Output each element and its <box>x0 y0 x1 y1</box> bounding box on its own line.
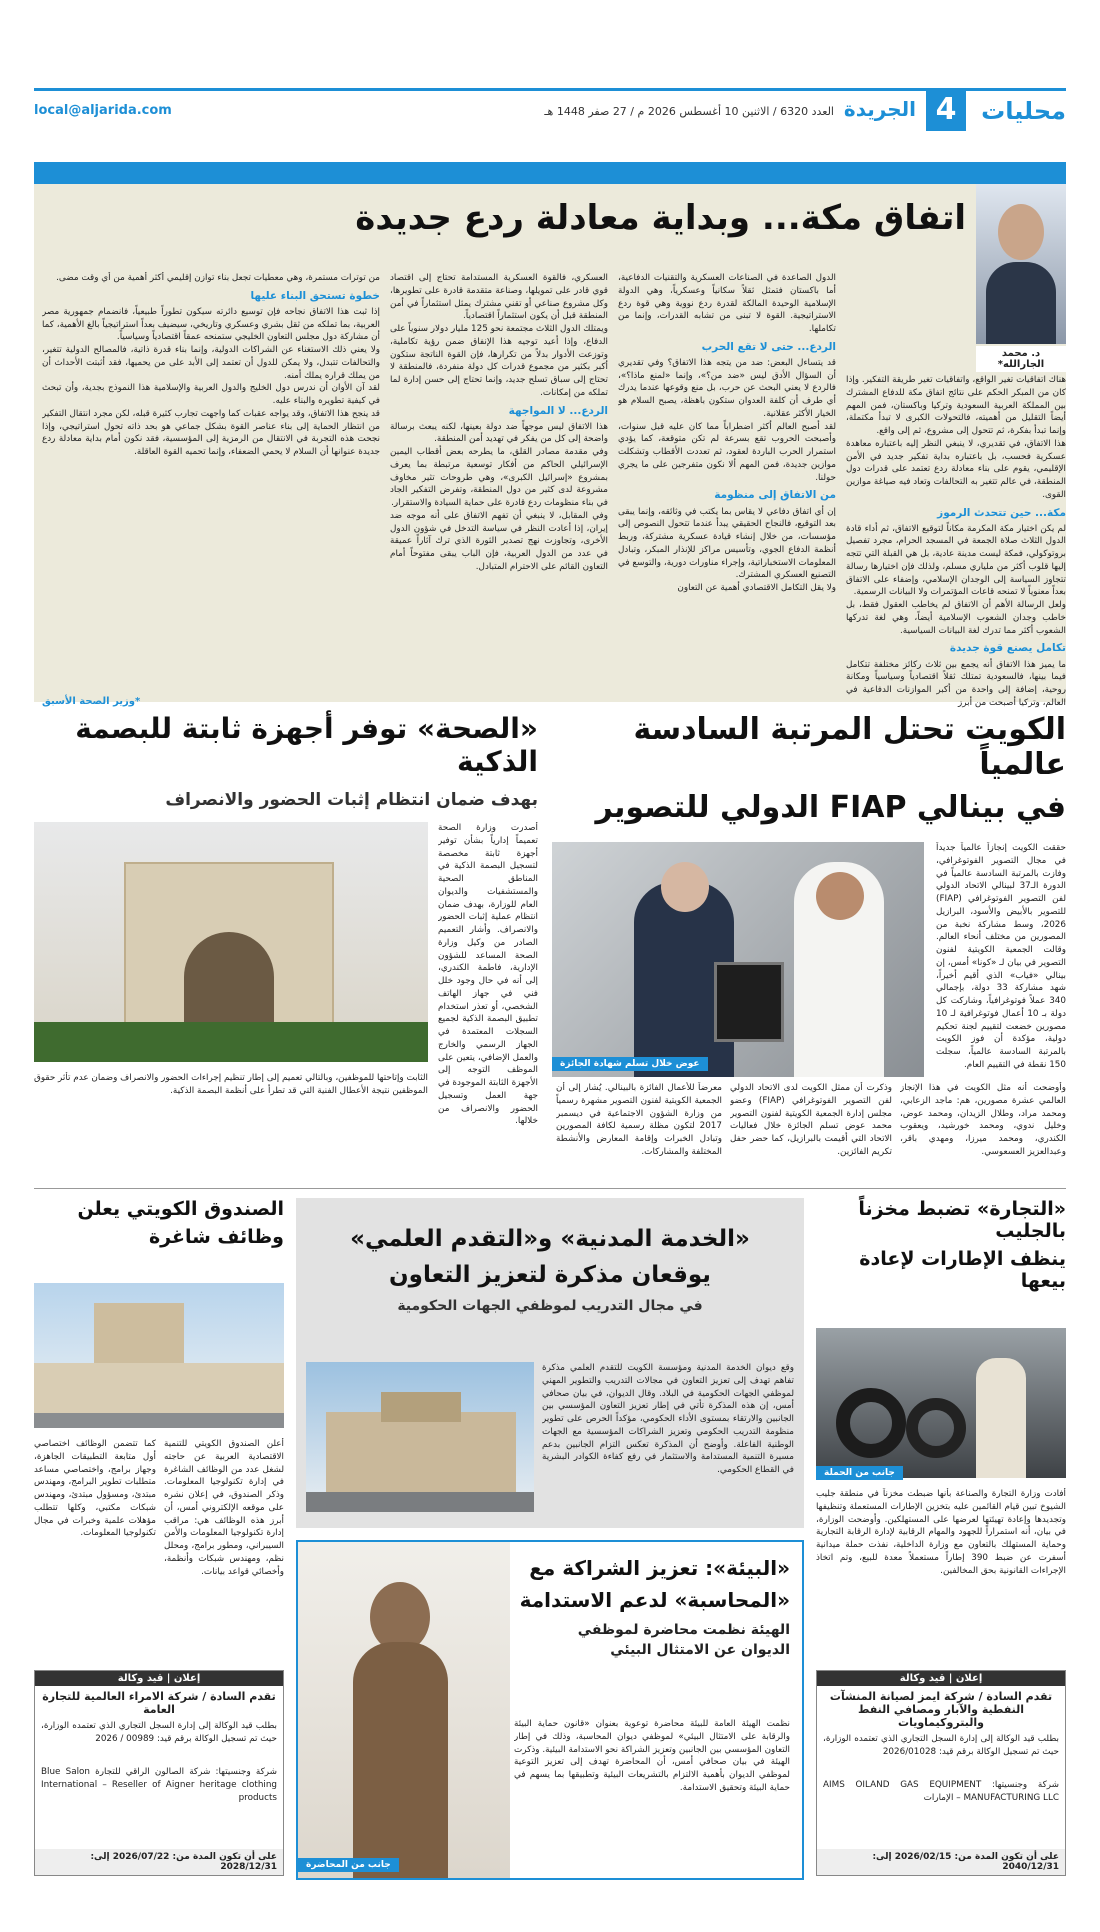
civil-headline-1: «الخدمة المدنية» و«التقدم العلمي» <box>350 1226 750 1252</box>
author-name: د. محمد الجارالله* <box>976 346 1066 372</box>
trade-headline-2: ينظف الإطارات لإعادة بيعها <box>859 1248 1066 1292</box>
opinion-subhead-system: من الاتفاق إلى منظومة <box>714 489 836 502</box>
fiap-photo <box>552 842 924 1077</box>
civil-photo <box>306 1362 534 1512</box>
opinion-col4: من توترات مستمرة، وهي معطيات تجعل بناء توازن إقليمي أكثر أهمية من أي وقت مضى. خطوة تستحق البناء عليها إذا ثبت هذا الاتفاق نجاحه فإن توسيع دائرته سيكون تطوراً طبيعياً، فانضمام جمهورية مصر العربية، بما تملكه من ثقل بشري وعسكري وتاريخي، سيضيف بعداً استراتيجياً بالغ الأهمية، كما أن مشاركة دول مجلس التعاون الخليجي ستمنحه عمقاً اقتصادياً وسياسياً. ولا يعني ذلك الاستغناء عن الشراكات الدولية، وإنما بناء قدرة ذاتية، فالمصالح الدولية تتغير، والتحالفات تتبدل، ولا يمكن للدول أن تعتمد إلى الأبد على من يحميها، فقد أثبتت الأحداث أن من يملك قراره يملك أمنه. لقد آن الأوان أن ندرس دول الخليج والدول العربية والإسلامية هذا النموذج بجدية، وأن تبحث في كيفية تطويره والبناء عليه. قد ينجح هذا الاتفاق، وقد يواجه عقبات كما واجهت تجارب كثيرة قبله، لكن مجرد انتقال التفكير من انتظار الحماية إلى بناء عناصر القوة بشكل جماعي هو بحد ذاته تحول استراتيجي، وإذا نجحت هذه التجربة في الانتقال من الرمزية إلى المؤسسية، فقد نكون أمام بداية معادلة ردع جديدة عنوانها أن السلام لا يحمي الضعفاء، وإنما تحميه القوة العاقلة. <box>42 273 380 458</box>
health-subhead: بهدف ضمان انتظام إثبات الحضور والانصراف <box>165 790 538 810</box>
trade-article <box>816 1198 1066 1658</box>
page-number: 4 <box>926 89 966 131</box>
fiap-article <box>552 712 1066 1112</box>
paper-logo: الجريدة <box>843 97 916 121</box>
fund-headline-1: الصندوق الكويتي يعلن <box>77 1198 284 1220</box>
env-caption: جانب من المحاضرة <box>298 1858 399 1872</box>
opinion-headline: اتفاق مكة... وبداية معادلة ردع جديدة <box>355 198 966 238</box>
ad-right-head: إعلان | قيد وكالة <box>817 1671 1065 1686</box>
fund-article <box>34 1198 284 1658</box>
health-col2: الثابت وإتاحتها للموظفين، وبالتالي تعميم إلى إطار تنظيم إجراءات الحضور والانصراف وضمان عدم تأثر حقوق الموظفين نتيجة الأعطال الفنية التي قد تطرأ على أنظمة البصمة الذكية. <box>34 1073 428 1096</box>
opinion-subhead-confrontation: الردع... لا المواجهة <box>508 404 608 417</box>
opinion-col1: هناك اتفاقيات تغير الواقع، واتفاقيات تغير طريقة التفكير. وإذا كان من المبكر الحكم على نتائج اتفاق مكة للدفاع المشترك بين المملكة العربية السعودية وتركيا وباكستان، فمن المهم أيضاً التقليل من أهميته، فالتحولات الكبرى لا تبدأ مكتملة، وإنما تبدأ بفكرة، ثم تتحول إلى مشروع، ثم إلى واقع. هذا الاتفاق، في تقديري، لا ينبغي النظر إليه باعتباره معاهدة عسكرية فحسب، بل باعتباره بداية تفكير جديد في الأمن الإقليمي، يقوم على بناء معادلة ردع تعتمد على قدرات دول المنطقة، في عالم تتغير به التحالفات وتعاد فيه صياغة موازين القوى. مكة... حين تتحدث الرموز لم يكن اختيار مكة المكرمة مكاناً لتوقيع الاتفاق، ثم أداء قادة الدول الثلاث صلاة الجمعة في المسجد الحرام، مجرد تفصيل بروتوكولي، فمكة ليست مدينة عادية، بل هي القبلة التي تتجه إليها قلوب أكثر من ملياري مسلم، ولذلك فإن اختيارها رسالة تتجاوز السياسة إلى الوجدان الإسلامي، وإضفاء على الاتفاق بعداً معنوياً لا تمنحه قاعات المؤتمرات ولا البيانات الرسمية. ولعل الرسالة الأهم أن الاتفاق لم يخاطب العقول فقط، بل خاطب وجدان الشعوب الإسلامية أيضاً، وهي لغة تدركها الشعوب أكثر مما تدرك لغة البيانات السياسية. تكامل يصنع قوة جديدة ما يميز هذا الاتفاق أنه يجمع بين ثلاث ركائز مختلفة تتكامل فيما بينها، فالسعودية تمتلك ثقلاً اقتصادياً وسياسياً ومكانة روحية، إضافة إلى واحدة من أكبر الموازنات الدفاعية في العالم، وتركيا أصبحت من أبرز <box>846 375 1066 708</box>
email-link[interactable]: local@aljarida.com <box>34 103 172 118</box>
fiap-headline-1: الكويت تحتل المرتبة السادسة عالمياً <box>633 712 1066 782</box>
fiap-col1: حققت الكويت إنجازاً عالمياً جديداً في مجال التصوير الفوتوغرافي، وفازت بالمرتبة السادسة عالمياً في الدورة الـ37 لبينالي الاتحاد الدولي لفن التصوير الفوتوغرافي (FIAP) للتصوير بالأبيض والأسود، البرازيل 2026، وسط مشاركة نخبة من المصورين من مختلف أنحاء العالم. وقالت الجمعية الكويتية لفنون التصوير في بيان لـ «كونا» أمس، إن بينالي «فياب» الذي أقيم أخيراً، شهد مشاركة 33 دولة، بإجمالي 340 عملاً فوتوغرافياً، وشاركت كل دولة بـ 10 أعمال فوتوغرافية لـ 10 مصورين خضعت لتقييم لجنة تحكيم دولية، مؤكدة أن فوز الكويت بالمرتبة السادسة عالمياً، سجلت 150 نقطة في التقييم العام. <box>936 843 1066 1070</box>
health-col1: أصدرت وزارة الصحة تعميماً إدارياً بشأن توفير أجهزة ثابتة مخصصة لتسجيل البصمة الذكية في المناطق الصحية والمستشفيات والديوان العام للوزارة، بهدف ضمان انتظام عملية إثبات الحضور والانصراف. وأشار التعميم الصادر من وكيل وزارة الصحة المساعد للشؤون الإدارية، فاطمة الكندري، إلى أنه في حال وجود خلل فني في جهاز الهاتف الشخصي، أو تعذر استخدام تطبيق البصمة الذكية لجميع السجلات المعتمدة في الجهاز الرسمي والخارج والعمل الإضافي، يتعين على الموظف التوجه إلى الأجهزة الثابتة الموجودة في جهة العمل وتسجيل الحضور والانصراف من خلالها. <box>438 823 538 1127</box>
ad-right-dates: على أن تكون المدة من: 2026/02/15 إلى: 2040/12/31 <box>817 1849 1065 1875</box>
opinion-subhead-symbols: مكة... حين تتحدث الرموز <box>937 506 1066 519</box>
health-article <box>34 712 538 1162</box>
fiap-headline-2: في بينالي FIAP الدولي للتصوير <box>595 790 1066 825</box>
civil-subhead: في مجال التدريب لموظفي الجهات الحكومية <box>397 1298 703 1314</box>
fund-headline-2: وظائف شاغرة <box>148 1226 284 1248</box>
civil-body: وقع ديوان الخدمة المدنية ومؤسسة الكويت للتقدم العلمي مذكرة تفاهم تهدف إلى تعزيز التعاون في مجالات التدريب والتطوير المهني لموظفي الجهات الحكومية في البلاد. وقال الديوان، في بيان صحافي أمس، إن هذه المذكرة تأتي في إطار تعزيز التعاون المؤسسي بين الجانبين والارتقاء بمستوى الأداء الحكومي، مؤكداً الحرص على تطوير منظومة التدريب الحكومي وتعزيز الشراكات المؤسسية مع الجهات الوطنية الفاعلة. وأوضح أن المذكرة تعكس التزام الجانبين بدعم مسيرة التنمية المستدامة والاستثمار في رفع كفاءة الكوادر البشرية في القطاع الحكومي. <box>542 1363 794 1475</box>
section-title: محليات <box>981 97 1066 125</box>
env-photo <box>298 1542 510 1878</box>
opinion-subhead-deterrence: الردع... حتى لا تقع الحرب <box>701 340 836 353</box>
masthead <box>34 88 1066 132</box>
env-headline-1: «البيئة»: تعزيز الشراكة مع <box>529 1556 790 1580</box>
env-article <box>296 1540 804 1880</box>
env-subhead-1: الهيئة نظمت محاضرة لموظفي <box>577 1622 790 1638</box>
issue-info: العدد 6320 / الاثنين 10 أغسطس 2026 م / 27 صفر 1448 هـ <box>544 105 834 118</box>
fund-col1: أعلن الصندوق الكويتي للتنمية الاقتصادية العربية عن حاجته لشغل عدد من الوظائف الشاغرة في إدارة تكنولوجيا المعلومات. وذكر الصندوق، في إعلان نشره على موقعه الإلكتروني أمس، أن أبرز هذه الوظائف هي: مراقب إدارة تكنولوجيا المعلومات والأمن السيبراني، ومطور برامج، ومحلل نظم، ومهندس شبكات وأنظمة، وأخصائي قواعد بيانات. <box>164 1439 284 1577</box>
trade-body: أفادت وزارة التجارة والصناعة بأنها ضبطت مخزناً في منطقة جليب الشيوخ تبين قيام القائمين عليه بتخزين الإطارات المستعملة وتنظيفها وتجديدها وإعادة تهيئتها لعرضها على المستهلكين. وأوضحت الوزارة، في بيان، أنه استمراراً للجهود والمهام الرقابية لإدارة الرقابة التجارية وحماية المستهلك بالتعاون مع وزارة الداخلية، نفذت حملة ميدانية أسفرت عن ضبط 390 إطاراً مستعملاً معدة للبيع، وتم اتخاذ الإجراءات القانونية بحق المخالفين. <box>816 1489 1066 1576</box>
ad-left-company: شركة وجنسيتها: شركة الصالون الراقي للتجارة Blue Salon International – Reseller of Aigner heritage clothing products <box>41 1767 277 1803</box>
fund-col2: كما تتضمن الوظائف اختصاصي أول متابعة التطبيقات الجاهزة، وجهاز برامج، واختصاصي مساعد متطلبات تطوير البرامج، ومهندس مبتدئ، ومسؤول مبتدئ، ومهندس شبكات مكتبي، وكلها تتطلب مؤهلات علمية وخبرات في مجال تكنولوجيا المعلومات. <box>34 1439 156 1539</box>
ad-right-body: بطلب قيد الوكالة إلى إدارة السجل التجاري الذي تعتمده الوزارة، حيث تم تسجيل الوكالة برقم قيد: 2026/01028 <box>823 1734 1059 1757</box>
fiap-caption: عوض خلال تسلم شهادة الجائزة <box>552 1057 708 1071</box>
env-subhead-2: الديوان عن الامتثال البيئي <box>610 1642 790 1658</box>
author-photo <box>976 184 1066 344</box>
env-headline-2: «المحاسبة» لدعم الاستدامة <box>519 1588 790 1612</box>
opinion-signature: *وزير الصحة الأسبق <box>42 696 141 707</box>
ad-left-dates: على أن تكون المدة من: 2026/07/22 إلى: 2028/12/31 <box>35 1849 283 1875</box>
opinion-subhead-integration: تكامل يصنع قوة جديدة <box>949 642 1066 655</box>
ad-right-title: تقدم السادة / شركة ايمز لصيانة المنشآت النفطية والآبار ومصافي النفط والبتروكيماويات <box>829 1690 1053 1729</box>
ad-left-body: بطلب قيد الوكالة إلى إدارة السجل التجاري الذي تعتمده الوزارة، حيث تم تسجيل الوكالة برقم قيد: 00989 / 2026 <box>41 1721 277 1744</box>
ad-left-title: تقدم السادة / شركة الامراء العالمية للتجارة العامة <box>42 1690 276 1716</box>
opinion-subhead-step: خطوة تستحق البناء عليها <box>250 289 380 302</box>
env-body: نظمت الهيئة العامة للبيئة محاضرة توعوية بعنوان «قانون حماية البيئة والرقابة على الامتثال البيئي» لموظفي ديوان المحاسبة، وذلك في إطار التعاون المؤسسي بين الجانبين وتعزيز الشراكة نحو الاستدامة البيئية. وذكرت الهيئة في بيان صحافي أمس، أن المحاضرة تهدف إلى تعزيز التوعية لموظفي الديوان بأهمية الالتزام بالتشريعات البيئية وتطبيقها بما يسهم في حماية البيئة وتحقيق الاستدامة. <box>514 1719 790 1793</box>
ad-left <box>34 1670 284 1876</box>
trade-headline-1: «التجارة» تضبط مخزناً بالجليب <box>858 1198 1066 1242</box>
ad-right-company: شركة وجنسيتها: AIMS OILAND GAS EQUIPMENT MANUFACTURING LLC – الإمارات <box>823 1780 1059 1803</box>
civil-article <box>296 1198 804 1528</box>
fiap-col4: معرضاً للأعمال الفائزة بالبينالي. يُشار إلى أن الجمعية الكويتية لفنون التصوير مشهرة رسمياً من وزارة الشؤون الاجتماعية في ديسمبر 2017 لتكون مظلة رسمية لكافة المصورين وتبادل الخبرات وإقامة المعارض والأنشطة المختلفة والمشاركات. <box>556 1083 722 1157</box>
trade-caption: جانب من الحملة <box>816 1466 903 1480</box>
opinion-col3: العسكري، فالقوة العسكرية المستدامة تحتاج إلى اقتصاد قوي قادر على تمويلها، وصناعة متقدمة قادرة على تطويرها، وكل مشروع صناعي أو تقني مشترك يمثل استثماراً في أمن المنطقة قبل أن يكون استثماراً اقتصادياً. ويمتلك الدول الثلاث مجتمعة نحو 125 مليار دولار سنوياً على الدفاع، وإذا أعيد توجيه هذا الإنفاق ضمن رؤية تكاملية، وتوزعت الأدوار بدلاً من تكرارها، فإن القوة الناتجة ستكون أكبر بكثير من مجموع قدرات كل دولة منفردة، فالمنطقة لا تحتاج إلى سباق تسلح جديد، وإنما تحتاج إلى حسن إدارة لما تملكه من إمكانات. الردع... لا المواجهة هذا الاتفاق ليس موجهاً ضد دولة بعينها، لكنه يبعث برسالة واضحة إلى كل من يفكر في تهديد أمن المنطقة. وفي مقدمة مصادر القلق، ما يطرحه بعض أقطاب اليمين الإسرائيلي الحاكم من أفكار توسعية مرتبطة بما يعرف بمشروع «إسرائيل الكبرى»، وهي طروحات تثير مخاوف مشروعة لدى كثير من دول المنطقة، وتفرض التفكير الجاد في بناء منظومات ردع قادرة على حماية السيادة والاستقرار. وفي المقابل، لا ينبغي أن تفهم الاتفاق على أنه موجه ضد إيران، إذا أعادت النظر في سياسة التدخل في شؤون الدول الأخرى، وتجاوزت نهج تصدير الثورة الذي ترك آثاراً عميقة في عدد من الدول العربية، فإن الباب يبقى مفتوحاً أمام التعاون القائم على الاحترام المتبادل. <box>390 273 608 572</box>
civil-headline-2: يوقعان مذكرة لتعزيز التعاون <box>389 1262 711 1288</box>
health-photo <box>34 822 428 1062</box>
health-headline: «الصحة» توفر أجهزة ثابتة للبصمة الذكية <box>75 712 538 778</box>
opinion-col2: الدول الصاعدة في الصناعات العسكرية والتقنيات الدفاعية، أما باكستان فتمثل ثقلاً سكانياً وعسكرياً، وهي الدولة الإسلامية الوحيدة المالكة لقدرة ردع نووية وهي قوة ردع الاستراتيجية. القوة لا تبنى من تشابه القدرات، وإنما من تكاملها. الردع... حتى لا تقع الحرب قد يتساءل البعض: ضد من يتجه هذا الاتفاق؟ وفي تقديري أن السؤال الأدق ليس «ضد من؟»، وإنما «لمنع ماذا؟»، فالردع لا يعني البحث عن حرب، بل منع وقوعها عندما يدرك أي طرف أن كلفة العدوان ستكون باهظة، يصبح السلام هو الخيار الأكثر عقلانية. لقد أصبح العالم أكثر اضطراباً مما كان عليه قبل سنوات، وأصبحت الحروب تقع بسرعة لم تكن متوقعة، كما يؤدي استمرار الحرب الباردة لعقود، ثم تعددت الأقطاب وتشكلت موازين جديدة، فمن المهم ألا نكون متفرجين على ما يجري حولنا. من الاتفاق إلى منظومة إن أي اتفاق دفاعي لا يقاس بما يكتب في وثائقه، وإنما يبقى بعد التوقيع، فالنجاح الحقيقي يبدأ عندما تتحول النصوص إلى مؤسسات، من خلال إنشاء قيادة عسكرية مشتركة، وربط أنظمة الدفاع الجوي، وتأسيس مراكز للإنذار المبكر، وتبادل المعلومات الاستخباراتية، وإجراء مناورات دورية، والتوسع في التصنيع العسكري المشترك. ولا يقل التكامل الاقتصادي أهمية عن التعاون <box>618 273 836 594</box>
opinion-section <box>34 162 1066 708</box>
fiap-col3: وذكرت أن ممثل الكويت لدى الاتحاد الدولي لفن التصوير الفوتوغرافي (FIAP) وعضو مجلس إدارة الجمعية الكويتية لفنون التصوير محمد عوض تسلم الجائزة خلال فعاليات الاتحاد التي أقيمت بالبرازيل، كما حضر حفل تكريم الفائزين. <box>730 1083 892 1157</box>
fund-photo <box>34 1283 284 1428</box>
section-divider <box>34 1188 1066 1189</box>
trade-photo <box>816 1328 1066 1478</box>
ad-right <box>816 1670 1066 1876</box>
fiap-col2: وأوضحت أنه مثل الكويت في هذا الإنجاز العالمي عشرة مصورين، هم: ماجد الزعابي، ومحمد مراد، وطلال الزيدان، ومحمد عوض، وخليل ندوي، ومحمد خورشيد، ويعقوب الكندري، ومحمد ميرزا، ومهدي باقر، وعبدالعزيز العسعوسي. <box>900 1083 1066 1157</box>
ad-left-head: إعلان | قيد وكالة <box>35 1671 283 1686</box>
